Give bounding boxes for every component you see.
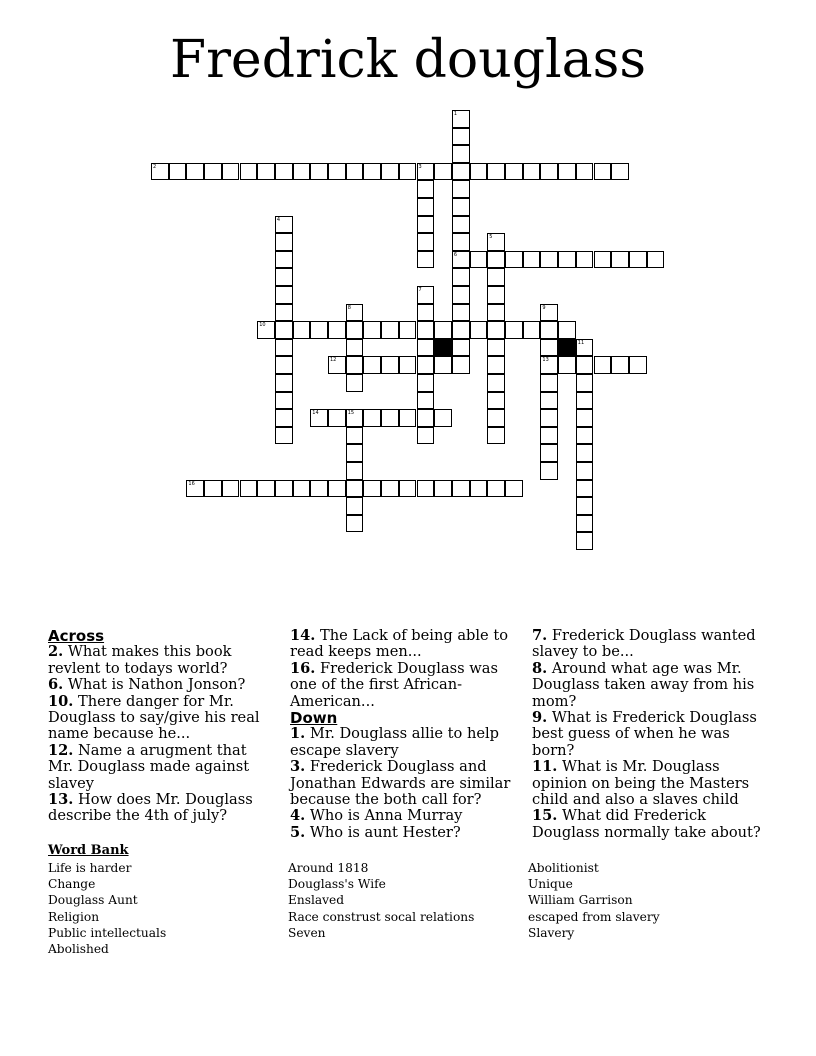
grid-cell[interactable] xyxy=(417,356,435,374)
clue-number-label: 9. xyxy=(532,709,548,727)
word-bank-entry: Race construst socal relations xyxy=(288,909,475,924)
clue-item xyxy=(532,628,764,661)
word-bank-entry: Unique xyxy=(528,877,573,892)
word-bank-entry: Douglass Aunt xyxy=(48,893,138,908)
grid-cell[interactable] xyxy=(222,480,240,498)
grid-cell[interactable] xyxy=(381,409,399,427)
word-bank-entry: Enslaved xyxy=(288,893,345,908)
grid-cell[interactable] xyxy=(487,374,505,392)
grid-cell[interactable] xyxy=(540,374,558,392)
grid-cell[interactable] xyxy=(452,251,470,269)
clue-text: Frederick Douglass wanted slavey to be... xyxy=(532,627,756,661)
clue-text: Name a arugment that Mr. Douglass made against slavey xyxy=(48,741,250,792)
grid-cell[interactable] xyxy=(417,163,435,181)
grid-cell[interactable] xyxy=(540,427,558,445)
grid-cell[interactable] xyxy=(576,532,594,550)
clue-text: Who is Anna Murray xyxy=(305,807,463,825)
grid-cell[interactable] xyxy=(487,427,505,445)
clue-number: 1 xyxy=(453,111,458,117)
clue-number-label: 1. xyxy=(290,725,306,743)
grid-cell[interactable] xyxy=(576,497,594,515)
word-bank-entry: Public intellectuals xyxy=(48,925,167,940)
grid-cell[interactable] xyxy=(452,233,470,251)
grid-cell[interactable] xyxy=(558,251,576,269)
grid-cell[interactable] xyxy=(328,480,346,498)
clue-text: What is Mr. Douglass opinion on being the Masters child and also a slaves child xyxy=(532,758,750,809)
grid-cell[interactable] xyxy=(487,233,505,251)
grid-cell[interactable] xyxy=(452,198,470,216)
grid-cell[interactable] xyxy=(452,128,470,146)
grid-cell[interactable] xyxy=(487,251,505,269)
grid-cell[interactable] xyxy=(540,392,558,410)
word-bank-column-2 xyxy=(288,860,474,941)
clue-text: The Lack of being able to read keeps men... xyxy=(290,627,508,661)
grid-cell[interactable] xyxy=(611,251,629,269)
grid-cell[interactable] xyxy=(452,268,470,286)
grid-cell[interactable] xyxy=(487,339,505,357)
grid-cell[interactable] xyxy=(576,409,594,427)
grid-cell[interactable] xyxy=(452,216,470,234)
grid-cell[interactable] xyxy=(275,216,293,234)
grid-cell[interactable] xyxy=(417,180,435,198)
grid-cell[interactable] xyxy=(487,321,505,339)
grid-cell[interactable] xyxy=(293,480,311,498)
clue-number: 13 xyxy=(542,357,549,364)
grid-cell[interactable] xyxy=(417,427,435,445)
word-bank-entry: Seven xyxy=(288,925,326,940)
clue-number: 12 xyxy=(330,357,337,364)
grid-cell[interactable] xyxy=(186,163,204,181)
clues-column-1 xyxy=(48,628,273,825)
grid-cell[interactable] xyxy=(576,356,594,374)
across-clue-list-continued xyxy=(290,628,515,710)
grid-cell[interactable] xyxy=(275,392,293,410)
grid-cell[interactable] xyxy=(275,321,293,339)
across-heading: Across xyxy=(48,627,105,645)
grid-cell[interactable] xyxy=(363,321,381,339)
clue-number-label: 4. xyxy=(290,807,306,825)
grid-cell[interactable] xyxy=(487,304,505,322)
grid-cell[interactable] xyxy=(346,374,364,392)
grid-cell[interactable] xyxy=(452,145,470,163)
clue-number: 2 xyxy=(153,163,157,170)
grid-cell[interactable] xyxy=(293,321,311,339)
word-bank-entry: William Garrison xyxy=(528,893,633,908)
grid-cell[interactable] xyxy=(505,163,523,181)
grid-cell[interactable] xyxy=(346,163,364,181)
word-bank-column-1 xyxy=(48,860,166,957)
grid-cell[interactable] xyxy=(257,480,275,498)
grid-cell[interactable] xyxy=(540,163,558,181)
grid-cell[interactable] xyxy=(346,497,364,515)
grid-cell[interactable] xyxy=(363,163,381,181)
clue-text: What makes this book revlent to todays world? xyxy=(48,643,232,677)
grid-cell[interactable] xyxy=(363,409,381,427)
grid-cell[interactable] xyxy=(452,304,470,322)
grid-cell[interactable] xyxy=(363,356,381,374)
clue-number: 15 xyxy=(347,410,355,417)
grid-cell[interactable] xyxy=(328,409,346,427)
grid-cell[interactable] xyxy=(558,163,576,181)
clue-number: 5 xyxy=(489,234,493,241)
word-bank-column-3 xyxy=(528,860,660,941)
grid-cell[interactable] xyxy=(275,339,293,357)
grid-cell[interactable] xyxy=(417,251,435,269)
grid-cell[interactable] xyxy=(417,286,435,304)
grid-cell[interactable] xyxy=(346,444,364,462)
clue-number: 7 xyxy=(418,287,422,293)
grid-cell[interactable] xyxy=(470,321,488,339)
grid-cell[interactable] xyxy=(240,163,258,181)
clue-text: How does Mr. Douglass describe the 4th of july? xyxy=(48,791,253,825)
clue-item xyxy=(48,792,273,825)
clues-column-3 xyxy=(532,628,764,841)
grid-cell[interactable] xyxy=(275,374,293,392)
grid-cell[interactable] xyxy=(487,409,505,427)
grid-cell[interactable] xyxy=(346,321,364,339)
clue-number: 16 xyxy=(188,480,195,487)
grid-cell[interactable] xyxy=(151,163,169,181)
grid-cell[interactable] xyxy=(310,163,328,181)
grid-cell[interactable] xyxy=(417,374,435,392)
grid-cell[interactable] xyxy=(470,163,488,181)
grid-cell[interactable] xyxy=(576,427,594,445)
grid-cell[interactable] xyxy=(346,356,364,374)
grid-cell[interactable] xyxy=(576,339,594,357)
clue-item xyxy=(48,743,273,792)
word-bank-entry: Life is harder xyxy=(48,861,132,875)
grid-cell[interactable] xyxy=(470,251,488,269)
grid-cell[interactable] xyxy=(381,163,399,181)
down-heading: Down xyxy=(290,709,338,728)
grid-cell[interactable] xyxy=(240,480,258,498)
grid-cell[interactable] xyxy=(399,409,417,427)
grid-cell[interactable] xyxy=(523,321,541,339)
grid-cell[interactable] xyxy=(204,480,222,498)
grid-cell[interactable] xyxy=(558,321,576,339)
grid-cell[interactable] xyxy=(452,321,470,339)
grid-cell[interactable] xyxy=(275,356,293,374)
grid-cell[interactable] xyxy=(399,321,417,339)
grid-cell[interactable] xyxy=(540,304,558,322)
grid-cell[interactable] xyxy=(576,515,594,533)
clue-item xyxy=(290,628,515,661)
grid-cell[interactable] xyxy=(257,163,275,181)
grid-cell[interactable] xyxy=(417,233,435,251)
grid-cell[interactable] xyxy=(169,163,187,181)
grid-cell[interactable] xyxy=(647,251,665,269)
word-bank-entry: Religion xyxy=(48,909,100,924)
grid-cell[interactable] xyxy=(275,427,293,445)
grid-cell[interactable] xyxy=(540,444,558,462)
clue-item xyxy=(532,759,764,808)
clue-number-label: 15. xyxy=(532,807,558,825)
grid-cell[interactable] xyxy=(275,304,293,322)
grid-cell[interactable] xyxy=(611,356,629,374)
grid-cell[interactable] xyxy=(346,339,364,357)
grid-cell[interactable] xyxy=(381,480,399,498)
grid-cell[interactable] xyxy=(417,304,435,322)
clue-item xyxy=(290,759,515,808)
grid-cell[interactable] xyxy=(346,480,364,498)
grid-cell[interactable] xyxy=(399,356,417,374)
grid-cell[interactable] xyxy=(487,163,505,181)
grid-cell[interactable] xyxy=(452,110,470,128)
grid-cell[interactable] xyxy=(576,374,594,392)
grid-cell[interactable] xyxy=(576,251,594,269)
word-bank-entry: Abolitionist xyxy=(528,861,599,875)
grid-cell[interactable] xyxy=(594,163,612,181)
word-bank-entry: Slavery xyxy=(528,925,575,940)
clue-item xyxy=(48,677,273,693)
clue-number: 6 xyxy=(453,251,458,258)
clue-number: 9 xyxy=(542,304,546,311)
grid-cell[interactable] xyxy=(540,356,558,374)
clue-text: What is Frederick Douglass best guess of when he was born? xyxy=(532,709,757,759)
grid-cell[interactable] xyxy=(399,480,417,498)
grid-cell[interactable] xyxy=(434,356,452,374)
grid-cell[interactable] xyxy=(505,251,523,269)
grid-cell[interactable] xyxy=(417,198,435,216)
grid-cell[interactable] xyxy=(186,480,204,498)
grid-cell[interactable] xyxy=(487,480,505,498)
clue-number: 11 xyxy=(577,339,585,346)
grid-cell[interactable] xyxy=(417,480,435,498)
grid-cell[interactable] xyxy=(434,321,452,339)
clue-number-label: 8. xyxy=(532,659,548,677)
clue-item xyxy=(532,661,764,710)
grid-cell[interactable] xyxy=(540,321,558,339)
clue-number: 10 xyxy=(259,322,266,329)
grid-cell[interactable] xyxy=(505,480,523,498)
grid-cell[interactable] xyxy=(434,163,452,181)
clue-text: Mr. Douglass allie to help escape slavery xyxy=(290,725,500,759)
clue-number-label: 7. xyxy=(532,627,548,644)
grid-cell[interactable] xyxy=(452,356,470,374)
grid-cell[interactable] xyxy=(540,462,558,480)
grid-cell[interactable] xyxy=(328,163,346,181)
black-square xyxy=(558,339,576,357)
grid-cell[interactable] xyxy=(487,268,505,286)
grid-cell[interactable] xyxy=(576,444,594,462)
grid-cell[interactable] xyxy=(222,163,240,181)
grid-cell[interactable] xyxy=(576,480,594,498)
grid-cell[interactable] xyxy=(452,163,470,181)
down-clue-list-continued xyxy=(532,628,764,841)
clue-number-label: 16. xyxy=(290,659,316,677)
clue-number-label: 6. xyxy=(48,676,64,694)
clue-item xyxy=(532,808,764,841)
grid-cell[interactable] xyxy=(540,251,558,269)
clue-number-label: 2. xyxy=(48,643,64,661)
grid-cell[interactable] xyxy=(540,339,558,357)
clue-number-label: 11. xyxy=(532,758,558,776)
clue-item xyxy=(290,825,515,841)
clue-number-label: 12. xyxy=(48,741,74,759)
grid-cell[interactable] xyxy=(629,251,647,269)
grid-cell[interactable] xyxy=(346,427,364,445)
grid-cell[interactable] xyxy=(540,409,558,427)
word-bank-entry: Change xyxy=(48,877,96,892)
grid-cell[interactable] xyxy=(487,356,505,374)
clue-item xyxy=(48,694,273,743)
grid-cell[interactable] xyxy=(417,339,435,357)
grid-cell[interactable] xyxy=(310,480,328,498)
grid-cell[interactable] xyxy=(594,356,612,374)
clue-item xyxy=(290,661,515,710)
clue-text: What did Frederick Douglass normally take about? xyxy=(532,807,761,841)
clue-item xyxy=(290,726,515,759)
grid-cell[interactable] xyxy=(257,321,275,339)
grid-cell[interactable] xyxy=(470,480,488,498)
grid-cell[interactable] xyxy=(434,409,452,427)
clue-text: Who is aunt Hester? xyxy=(305,823,461,841)
grid-cell[interactable] xyxy=(275,233,293,251)
clues-column-2 xyxy=(290,628,515,841)
clue-text: Frederick Douglass was one of the first African-American... xyxy=(290,659,498,710)
down-clue-list xyxy=(290,726,515,841)
grid-cell[interactable] xyxy=(275,286,293,304)
grid-cell[interactable] xyxy=(328,321,346,339)
grid-cell[interactable] xyxy=(629,356,647,374)
grid-cell[interactable] xyxy=(328,356,346,374)
grid-cell[interactable] xyxy=(452,480,470,498)
grid-cell[interactable] xyxy=(434,480,452,498)
grid-cell[interactable] xyxy=(310,321,328,339)
grid-cell[interactable] xyxy=(275,251,293,269)
grid-cell[interactable] xyxy=(487,392,505,410)
grid-cell[interactable] xyxy=(487,286,505,304)
word-bank-title: Word Bank xyxy=(48,843,129,858)
grid-cell[interactable] xyxy=(417,409,435,427)
grid-cell[interactable] xyxy=(346,515,364,533)
clue-number-label: 13. xyxy=(48,791,74,809)
grid-cell[interactable] xyxy=(293,163,311,181)
grid-cell[interactable] xyxy=(346,409,364,427)
grid-cell[interactable] xyxy=(381,321,399,339)
grid-cell[interactable] xyxy=(594,251,612,269)
grid-cell[interactable] xyxy=(523,163,541,181)
grid-cell[interactable] xyxy=(576,163,594,181)
grid-cell[interactable] xyxy=(310,409,328,427)
black-square xyxy=(434,339,452,357)
clue-number: 4 xyxy=(276,216,281,223)
clue-number: 14 xyxy=(312,410,319,417)
clue-number: 8 xyxy=(347,304,351,311)
grid-cell[interactable] xyxy=(417,216,435,234)
grid-cell[interactable] xyxy=(275,163,293,181)
grid-cell[interactable] xyxy=(505,321,523,339)
puzzle-title: Fredrick douglass xyxy=(169,30,647,90)
grid-cell[interactable] xyxy=(381,356,399,374)
grid-cell[interactable] xyxy=(452,339,470,357)
grid-cell[interactable] xyxy=(204,163,222,181)
word-bank-entry: escaped from slavery xyxy=(528,909,660,924)
clue-number-label: 10. xyxy=(48,692,74,710)
grid-cell[interactable] xyxy=(346,462,364,480)
clue-number-label: 5. xyxy=(290,823,306,841)
grid-cell[interactable] xyxy=(275,480,293,498)
grid-cell[interactable] xyxy=(275,409,293,427)
word-bank-entry: Douglass's Wife xyxy=(288,877,386,892)
clue-number-label: 14. xyxy=(290,627,316,644)
clue-item xyxy=(48,644,273,677)
clue-text: Frederick Douglass and Jonathan Edwards are similar because the both call for? xyxy=(290,758,511,809)
grid-cell[interactable] xyxy=(417,321,435,339)
grid-cell[interactable] xyxy=(452,286,470,304)
clue-text: Around what age was Mr. Douglass taken away from his mom? xyxy=(532,659,755,710)
grid-cell[interactable] xyxy=(346,304,364,322)
grid-cell[interactable] xyxy=(611,163,629,181)
across-clue-list xyxy=(48,644,273,824)
clue-item xyxy=(290,808,515,824)
word-bank-entry: Around 1818 xyxy=(288,861,369,875)
word-bank-entry: Abolished xyxy=(48,942,109,957)
clue-text: There danger for Mr. Douglass to say/give his real name because he... xyxy=(48,692,260,743)
grid-cell[interactable] xyxy=(576,392,594,410)
clue-number: 3 xyxy=(418,163,422,170)
grid-cell[interactable] xyxy=(399,163,417,181)
clue-number-label: 3. xyxy=(290,758,306,776)
grid-cell[interactable] xyxy=(452,180,470,198)
grid-cell[interactable] xyxy=(523,251,541,269)
grid-cell[interactable] xyxy=(558,356,576,374)
grid-cell[interactable] xyxy=(417,392,435,410)
grid-cell[interactable] xyxy=(363,480,381,498)
clue-text: What is Nathon Jonson? xyxy=(63,676,246,694)
grid-cell[interactable] xyxy=(576,462,594,480)
grid-cell[interactable] xyxy=(275,268,293,286)
clue-item xyxy=(532,710,764,759)
